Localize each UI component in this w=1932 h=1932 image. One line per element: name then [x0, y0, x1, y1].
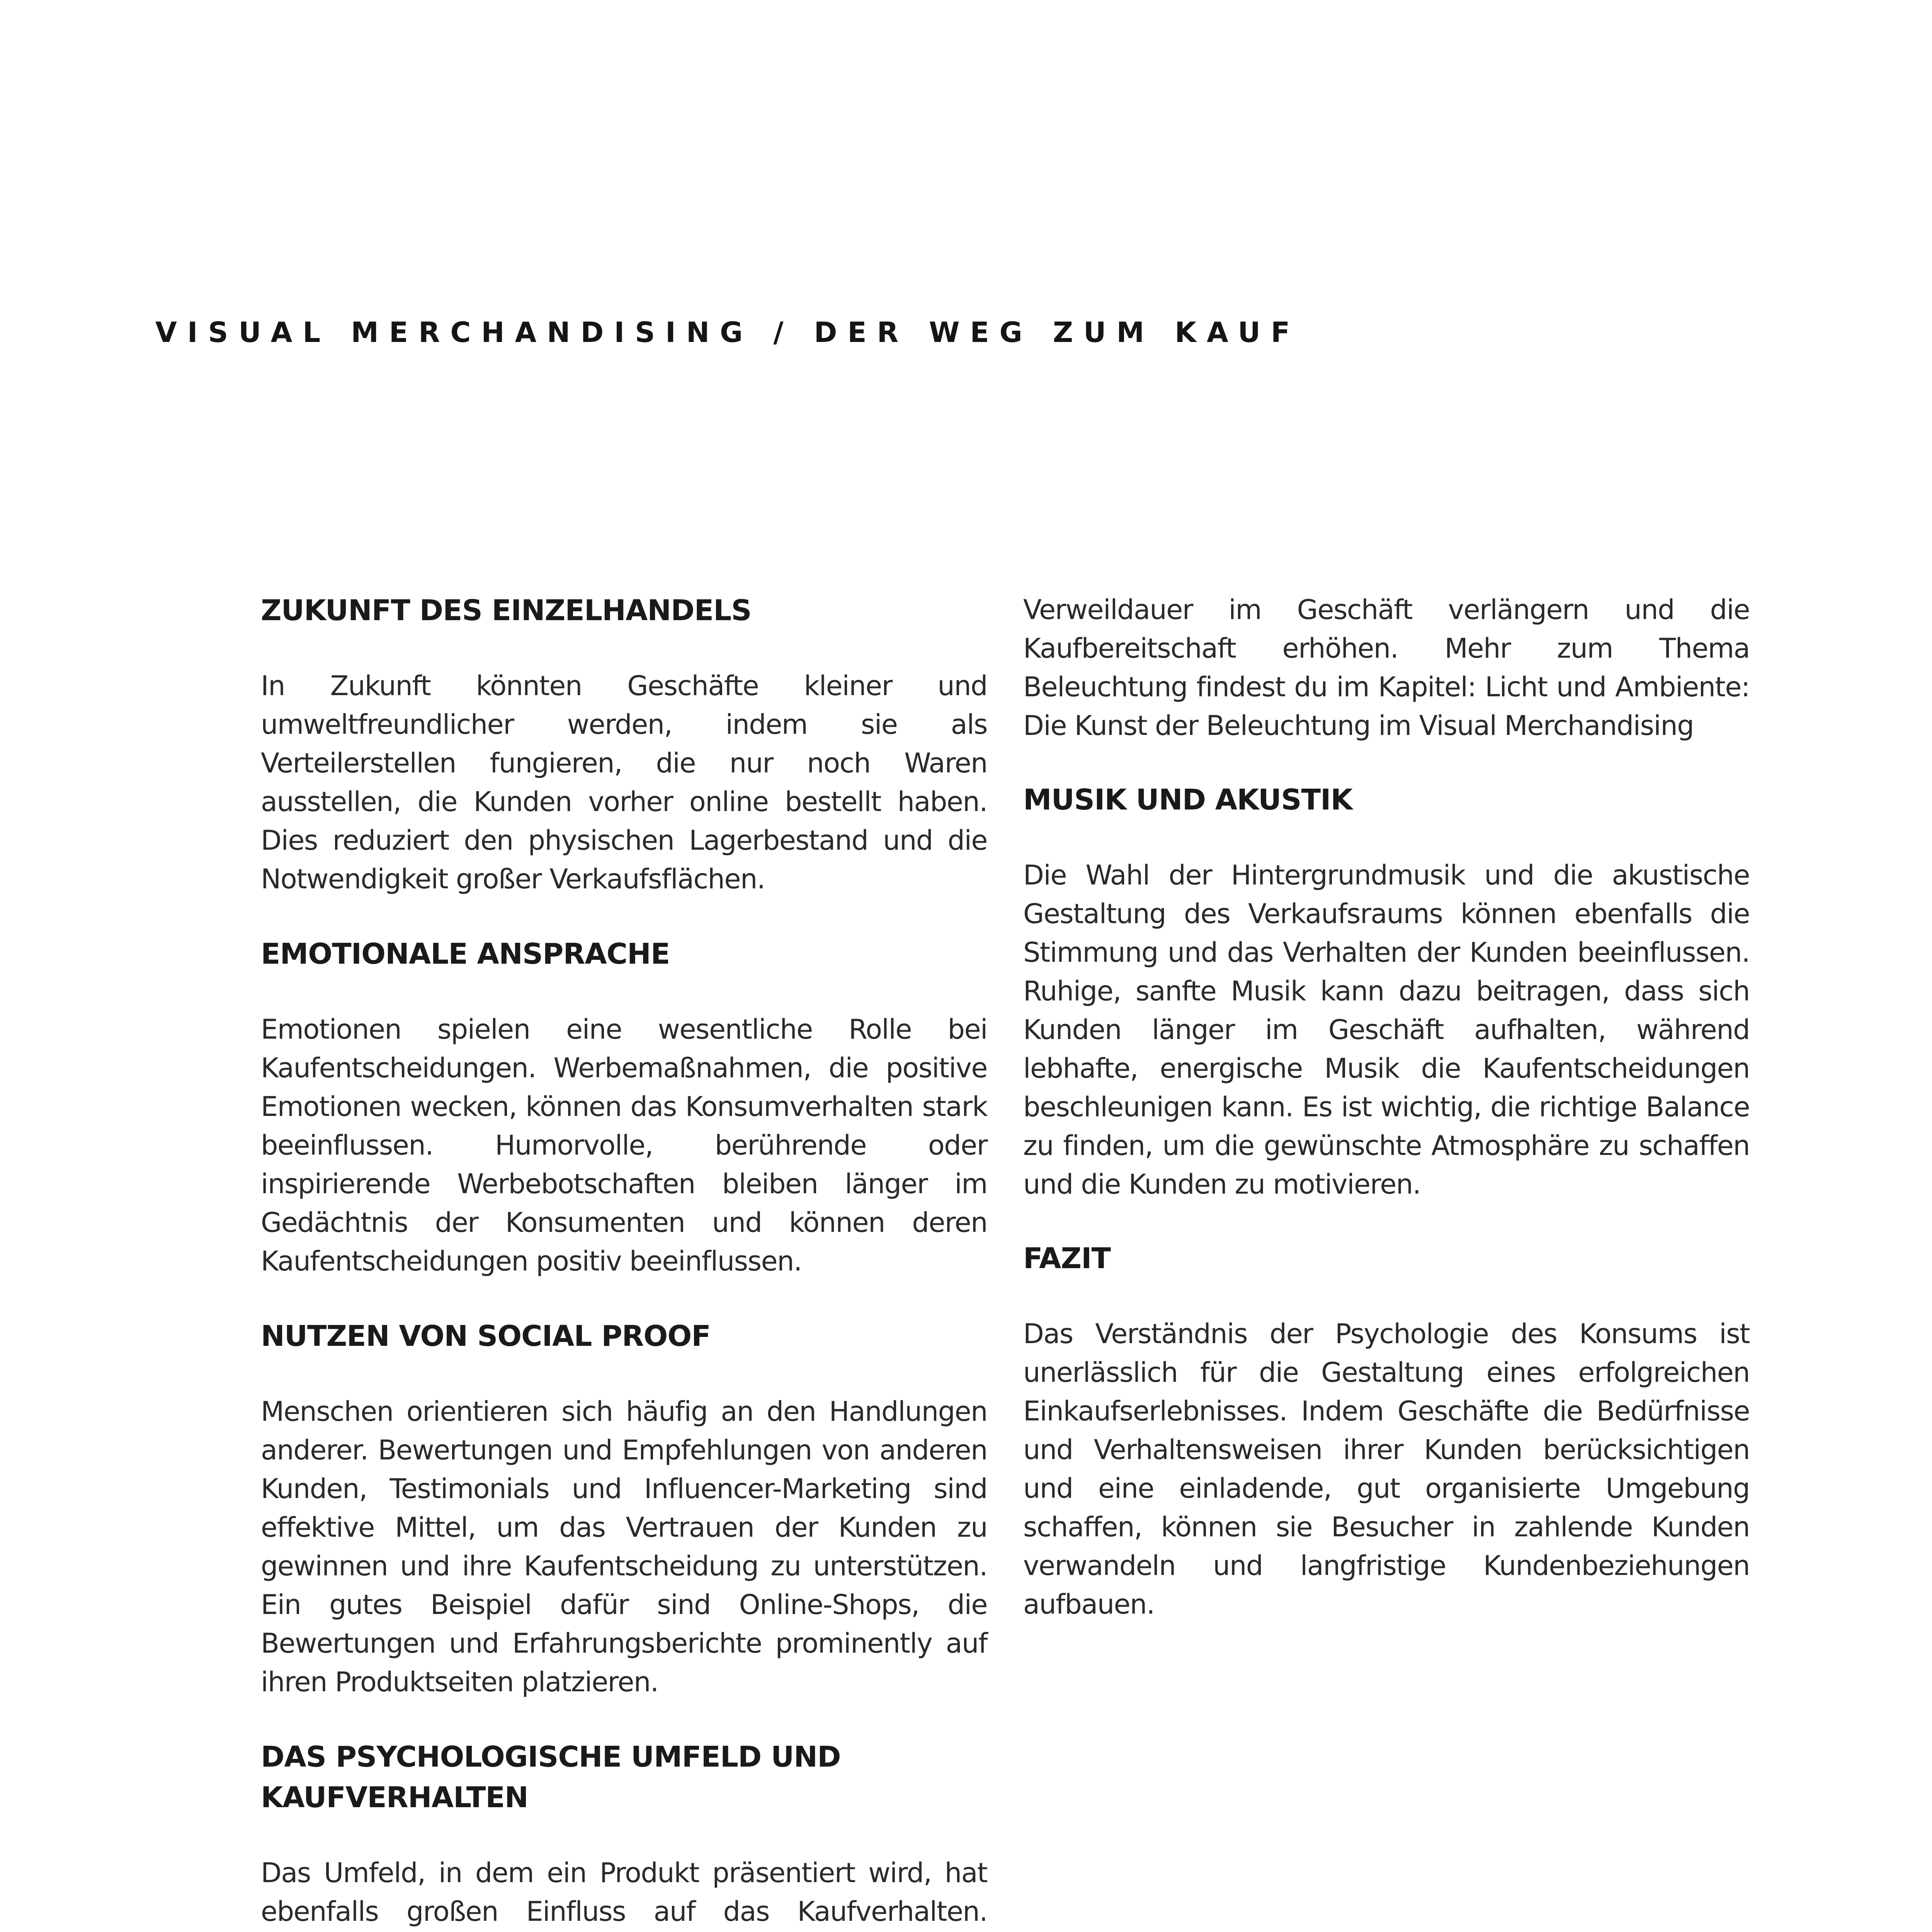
section-heading: FAZIT [1023, 1242, 1111, 1275]
continuation-body: Verweildauer im Geschäft verlängern und die Kaufbereitschaft erhöhen. Mehr zum Thema Beleuchtung findest du im Kapitel: Licht und Ambiente: Die Kunst der Beleuchtung im Visual Merchandising [1023, 594, 1750, 742]
section-body: Das Verständnis der Psychologie des Konsums ist unerlässlich für die Gestaltung eines erfolgreichen Einkaufserlebnisses. Indem Geschäfte die Bedürfnisse und Verhaltensweisen ihrer Kunden berücksichtigen und eine einladende, gut organisierte Umgebung schaffen, können sie Besucher in zahlende Kunden verwandeln und langfristige Kundenbeziehungen aufbauen. [1023, 1318, 1750, 1620]
section-nutzen-von-social-proof [261, 1316, 987, 1701]
section-fazit [1023, 1238, 1750, 1624]
section-heading: MUSIK UND AKUSTIK [1023, 783, 1352, 816]
section-body: Die Wahl der Hintergrundmusik und die akustische Gestaltung des Verkaufsraums können ebenfalls die Stimmung und das Verhalten der Kunden beeinflussen. Ruhige, sanfte Musik kann dazu beitragen, dass sich Kunden länger im Geschäft aufhalten, während lebhafte, energische Musik die Kaufentscheidungen beschleunigen kann. Es ist wichtig, die richtige Balance zu finden, um die gewünschte Atmosphäre zu schaffen und die Kunden zu motivieren. [1023, 859, 1750, 1200]
section-body: In Zukunft könnten Geschäfte kleiner und umweltfreundlicher werden, indem sie als Verteilerstellen fungieren, die nur noch Waren ausstellen, die Kunden vorher online bestellt haben. Dies reduziert den physischen Lagerbestand und die Notwendigkeit großer Verkaufsflächen. [261, 670, 987, 895]
section-heading: NUTZEN VON SOCIAL PROOF [261, 1320, 711, 1353]
section-heading: EMOTIONALE ANSPRACHE [261, 937, 670, 971]
section-heading: DAS PSYCHOLOGISCHE UMFELD UND KAUFVERHALTEN [261, 1740, 841, 1814]
section-continuation [1023, 590, 1750, 745]
section-zukunft-des-einzelhandels [261, 590, 987, 898]
section-heading: ZUKUNFT DES EINZELHANDELS [261, 594, 752, 627]
section-body: Menschen orientieren sich häufig an den Handlungen anderer. Bewertungen und Empfehlungen von anderen Kunden, Testimonials und Influencer-Marketing sind effektive Mittel, um das Vertrauen der Kunden zu gewinnen und ihre Kaufentscheidung zu unterstützen. Ein gutes Beispiel dafür sind Online-Shops, die Bewertungen und Erfahrungsberichte prominently auf ihren Produktseiten platzieren. [261, 1396, 987, 1698]
section-body: Emotionen spielen eine wesentliche Rolle bei Kaufentscheidungen. Werbemaßnahmen, die positive Emotionen wecken, können das Konsumverhalten stark beeinflussen. Humorvolle, berührende oder inspirierende Werbebotschaften bleiben länger im Gedächtnis der Konsumenten und können deren Kaufentscheidungen positiv beeinflussen. [261, 1014, 987, 1277]
section-emotionale-ansprache [261, 934, 987, 1281]
left-column [261, 590, 987, 1932]
section-psychologisches-umfeld [261, 1737, 987, 1932]
section-musik-und-akustik [1023, 780, 1750, 1204]
right-column [1023, 590, 1750, 1658]
section-body: Das Umfeld, in dem ein Produkt präsentiert wird, hat ebenfalls großen Einfluss auf das Kaufverhalten. [261, 1857, 987, 1927]
page-header: VISUAL MERCHANDISING / DER WEG ZUM KAUF [155, 316, 1301, 349]
